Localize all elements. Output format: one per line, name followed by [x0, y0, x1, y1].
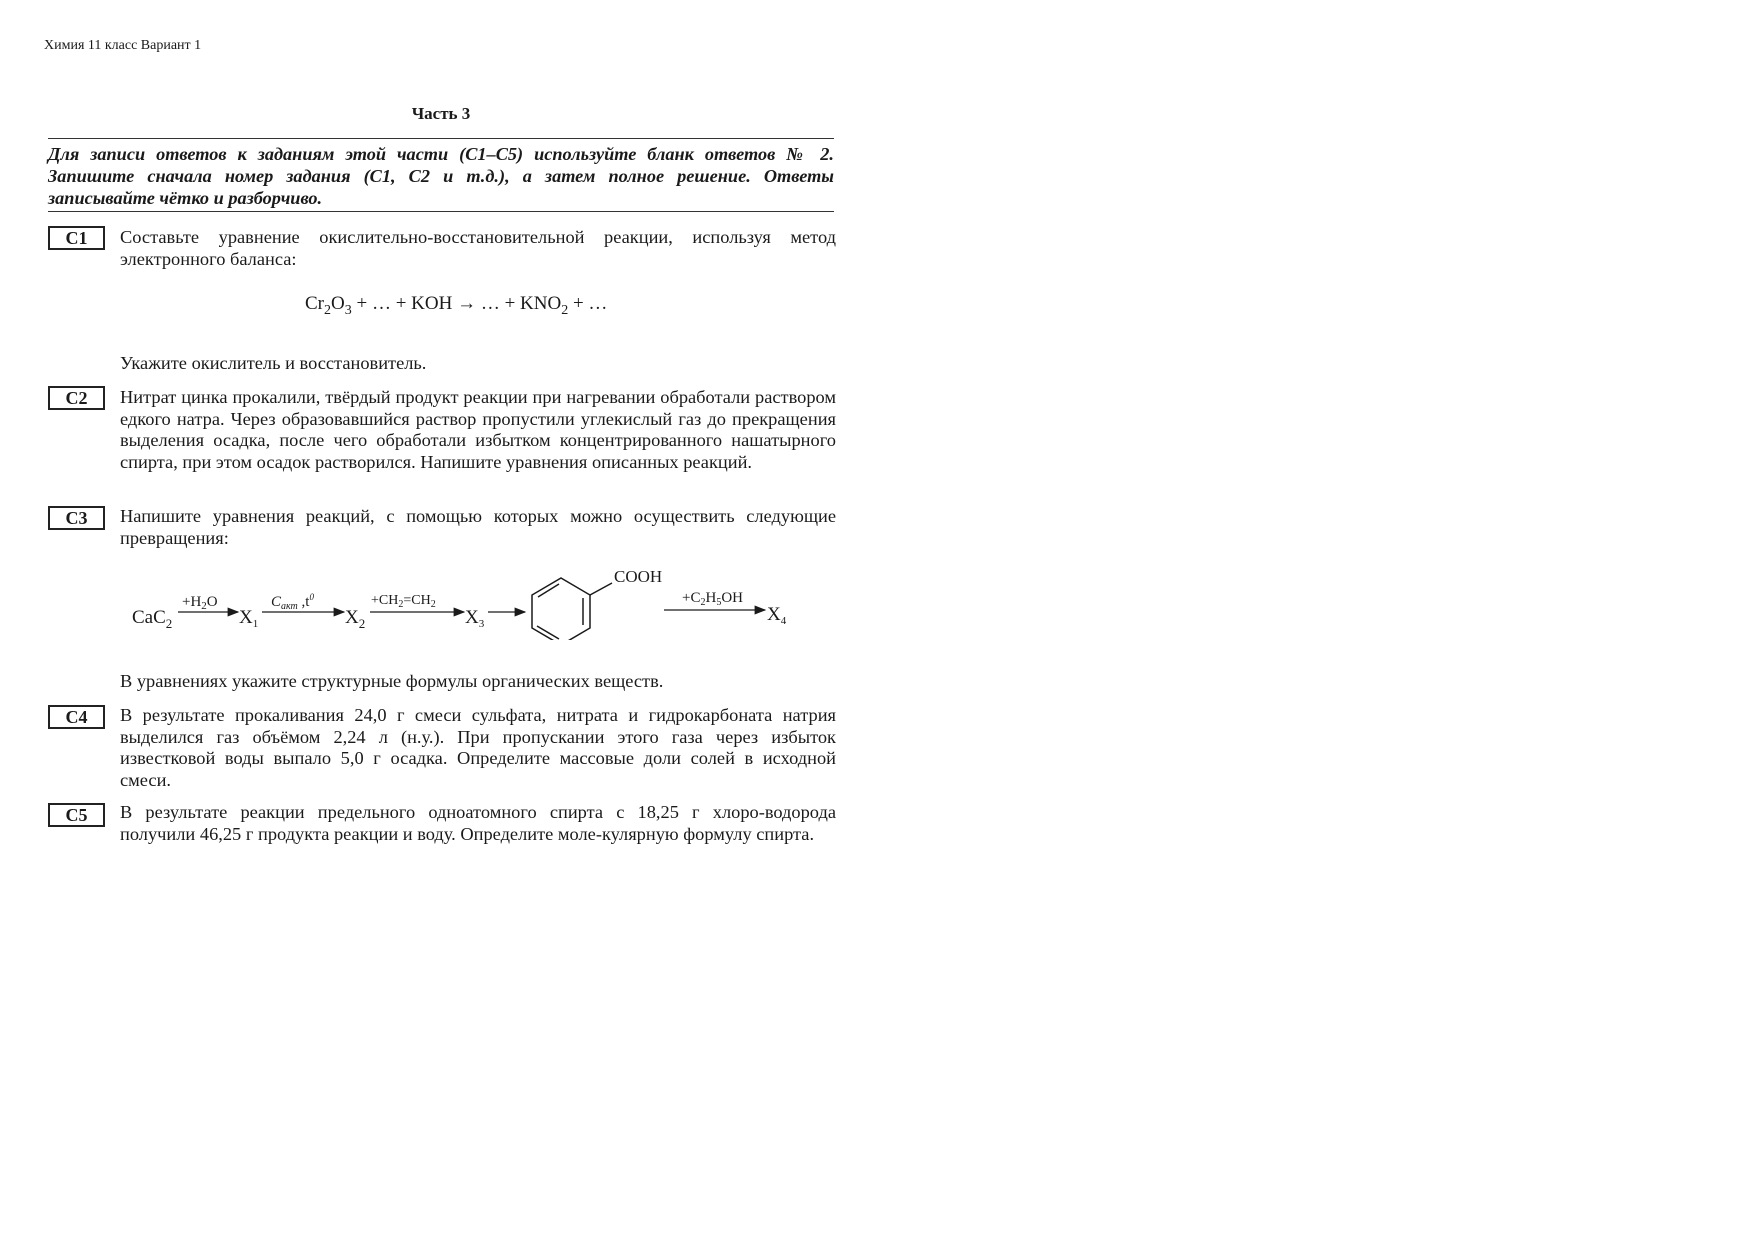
eq-sub: 2 [324, 302, 331, 318]
c3-note: В уравнениях укажите структурные формулы органических веществ. [120, 671, 664, 691]
task-text-c4: В результате прокаливания 24,0 г смеси сульфата, нитрата и гидрокарбоната натрия выделился газ объёмом 2,24 л (н.у.). При пропускании этого газа через избыток известковой воды выпало 5,0 г осадка. Определите массовые доли солей в исходной смеси. [120, 705, 836, 790]
task-label-c1: С1 [48, 226, 105, 250]
task-text-c3: Напишите уравнения реакций, с помощью которых можно осуществить следующие превращения: [120, 506, 836, 548]
task-text-c1: Составьте уравнение окислительно-восстановительной реакции, используя метод электронного баланса: [120, 227, 836, 269]
arrow-5-label: $+C_2H_5OH$ [682, 590, 743, 608]
scheme-x3: $X_3$ [465, 607, 485, 630]
task-label-c5: С5 [48, 803, 105, 827]
scheme-cooh: COOH [614, 567, 663, 586]
c3-transformation-scheme [130, 560, 820, 640]
arrow-2-label: $C_{акт}$ $,t^0$ [271, 592, 314, 612]
scheme-x1: $X_1$ [239, 607, 259, 630]
task-text-c5: В результате реакции предельного одноатомного спирта с 18,25 г хлоро-водорода получили 46,25 г продукта реакции и воду. Определите моле-кулярную формулу спирта. [120, 802, 836, 844]
part-title: Часть 3 [411, 104, 471, 123]
arrow-3-label: $+CH_2=CH_2$ [371, 593, 436, 610]
task-label-c4: С4 [48, 705, 105, 729]
benzene-ring-icon [532, 578, 612, 640]
eq-part: Cr [305, 293, 324, 314]
c1-note: Укажите окислитель и восстановитель. [120, 353, 427, 373]
eq-part: + … + KOH → … + KNO [351, 293, 562, 314]
c1-equation [305, 293, 607, 319]
divider-top [48, 138, 834, 139]
instructions: Для записи ответов к заданиям этой части (С1–С5) используйте бланк ответов № 2. Запишите сначала номер задания (С1, С2 и т.д.), а затем полное решение. Ответы записывайте чётко и разборчиво. [48, 144, 834, 208]
scheme-x4: $X_4$ [767, 604, 787, 627]
task-label-c3: С3 [48, 506, 105, 530]
eq-part: + … [568, 293, 608, 314]
divider-bottom [48, 211, 834, 212]
task-text-c2: Нитрат цинка прокалили, твёрдый продукт реакции при нагревании обработали раствором едкого натра. Через образовавшийся раствор пропустили углекислый газ до прекращения выделения осадка, после чего обработали избытком концентрированного нашатырного спирта, при этом осадок растворился. Напишите уравнения описанных реакций. [120, 387, 836, 472]
eq-sub: 2 [561, 302, 569, 318]
task-label-c2: С2 [48, 386, 105, 410]
arrow-1-label: $+H_2O$ [182, 594, 218, 612]
page-header: Химия 11 класс Вариант 1 [44, 38, 202, 53]
eq-part: O [331, 293, 345, 314]
scheme-x2: $X_2$ [345, 607, 366, 631]
eq-sub: 3 [344, 302, 352, 318]
scheme-cac2: CaC$_2$ [132, 607, 173, 631]
